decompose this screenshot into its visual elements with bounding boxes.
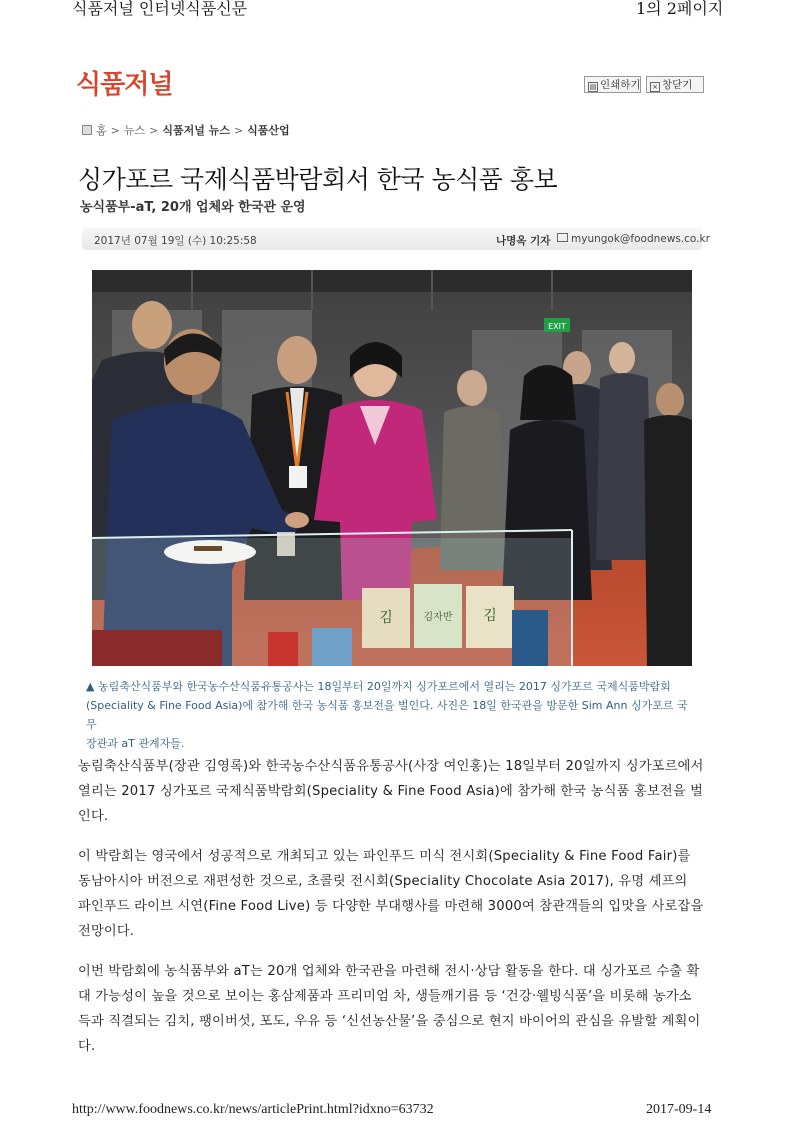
breadcrumb-foodjournal-news[interactable]: 식품저널 뉴스 xyxy=(162,124,230,137)
breadcrumb-food-industry[interactable]: 식품산업 xyxy=(247,124,290,137)
article-paragraph: 이번 박람회에 농식품부와 aT는 20개 업체와 한국관을 마련해 전시·상담 활동을 한다. 대 싱가포르 수출 확대 가능성이 높을 것으로 보이는 홍삼제품과 프리미엄 차, 생들깨기름 등 ‘건강·웰빙식품’을 비롯해 농가소득과 직결되는 김치, 팽이버섯, 포도, 우유 등 ‘신선농산물’을 중심으로 현지 바이어의 관심을 유발할 계획이다. xyxy=(78,964,701,1054)
close-button-label: 창닫기 xyxy=(662,79,693,91)
breadcrumb xyxy=(82,122,290,138)
home-icon xyxy=(82,125,92,135)
breadcrumb-news[interactable]: 뉴스 xyxy=(123,124,146,137)
pack-label: 김 xyxy=(483,608,497,624)
print-page-count: 1의 2페이지 xyxy=(636,0,724,18)
print-footer-date: 2017-09-14 xyxy=(646,1102,712,1117)
breadcrumb-separator: > xyxy=(149,124,159,137)
site-logo[interactable]: 식품저널 xyxy=(76,70,173,100)
article-date: 2017년 07월 19일 (수) 10:25:58 xyxy=(94,235,257,247)
print-button-label: 인쇄하기 xyxy=(600,79,641,91)
pack-label: 김자반 xyxy=(423,612,453,623)
article-headline: 싱가포르 국제식품박람회서 한국 농식품 홍보 xyxy=(78,165,558,194)
caption-line: (Speciality & Fine Food Asia)에 참가해 한국 농식품 홍보전을 벌인다. 사진은 18일 한국관을 방문한 Sim Ann 싱가포르 국무 xyxy=(86,699,688,731)
exit-sign: EXIT xyxy=(548,322,566,331)
breadcrumb-separator: > xyxy=(233,124,244,137)
caption-line: ▲ 농림축산식품부와 한국농수산식품유통공사는 18일부터 20일까지 싱가포르에서 열리는 2017 싱가포르 국제식품박람회 xyxy=(86,680,671,693)
article-paragraph: 이 박람회는 영국에서 성공적으로 개최되고 있는 파인푸드 미식 전시회(Speciality & Fine Food Fair)를 동남아시아 버전으로 재편성한 것으로, 초콜릿 전시회(Speciality Chocolate Asia 2017), 유명 셰프의 파인푸드 라이브 시연(Fine Food Live) 등 다양한 부대행사를 마련해 3000여 참관객들의 입맛을 사로잡을 전망이다. xyxy=(78,849,704,939)
breadcrumb-separator: > xyxy=(110,124,120,137)
article-subheadline: 농식품부-aT, 20개 업체와 한국관 운영 xyxy=(80,200,306,215)
article-photo xyxy=(92,270,692,666)
printer-icon: ▤ xyxy=(589,83,597,91)
print-header-title: 식품저널 인터넷식품신문 xyxy=(72,0,248,18)
reporter-name: 나명옥 기자 xyxy=(496,235,551,247)
print-button[interactable] xyxy=(584,76,641,93)
pack-label: 김 xyxy=(379,610,393,626)
caption-line: 장관과 aT 관계자들. xyxy=(86,737,185,750)
print-footer-url: http://www.foodnews.co.kr/news/articlePrint.html?idxno=63732 xyxy=(72,1102,434,1117)
close-icon: × xyxy=(650,82,660,92)
reporter-email-link[interactable] xyxy=(557,233,710,245)
breadcrumb-home[interactable]: 홈 xyxy=(96,124,107,137)
article-paragraph: 농림축산식품부(장관 김영록)와 한국농수산식품유통공사(사장 여인홍)는 18일부터 20일까지 싱가포르에서 열리는 2017 싱가포르 국제식품박람회(Speciality & Fine Food Asia)에 참가해 한국 농식품 홍보전을 벌인다. xyxy=(78,759,704,824)
mail-icon xyxy=(557,233,568,242)
close-window-button[interactable] xyxy=(646,76,704,93)
photo-caption xyxy=(86,677,698,753)
reporter-email: myungok@foodnews.co.kr xyxy=(571,233,710,245)
